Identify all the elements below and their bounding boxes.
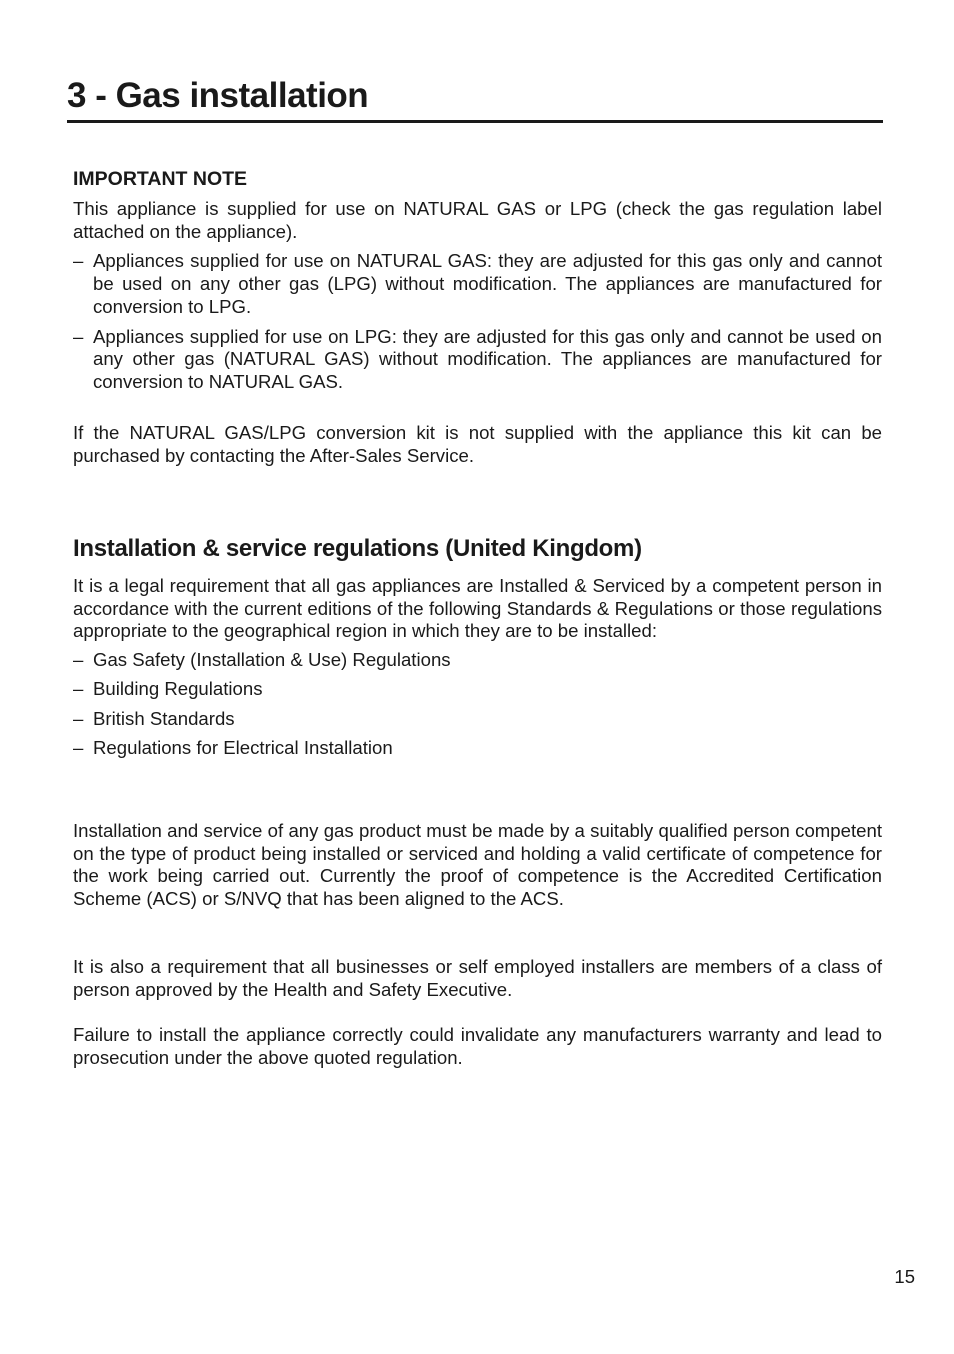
page-number: 15	[894, 1266, 915, 1287]
regulations-list	[73, 649, 882, 759]
list-item: – Regulations for Electrical Installation	[73, 737, 882, 760]
qualification-section	[73, 820, 882, 911]
gas-type-list	[73, 250, 882, 393]
important-note-intro: This appliance is supplied for use on NATURAL GAS or LPG (check the gas regulation label attached on the appliance).	[73, 198, 882, 242]
warranty-section	[73, 1024, 882, 1069]
list-item: – Building Regulations	[73, 678, 882, 701]
important-note-heading: IMPORTANT NOTE	[73, 168, 248, 190]
list-item: – Gas Safety (Installation & Use) Regulations	[73, 649, 882, 672]
regulations-section	[73, 534, 882, 766]
list-item: – Appliances supplied for use on LPG: they are adjusted for this gas only and cannot be used on any other gas (NATURAL GAS) without modification. The appliances are manufactured for conversion to NATURAL GAS.	[73, 326, 882, 394]
list-item: – British Standards	[73, 708, 882, 731]
regulations-intro: It is a legal requirement that all gas appliances are Installed & Serviced by a competent person in accordance with the current editions of the following Standards & Regulations or those regulations appropriate to the geographical region in which they are to be installed:	[73, 575, 882, 642]
important-note-section	[73, 167, 882, 394]
conversion-kit-section	[73, 422, 882, 467]
conversion-kit-text: If the NATURAL GAS/LPG conversion kit is not supplied with the appliance this kit can be purchased by contacting the After-Sales Service.	[73, 422, 882, 466]
page-title: 3 - Gas installation	[67, 74, 883, 123]
regulations-heading: Installation & service regulations (United Kingdom)	[73, 535, 642, 562]
hse-paragraph: It is also a requirement that all businesses or self employed installers are members of a class of person approved by the Health and Safety Executive.	[73, 956, 882, 1000]
hse-section	[73, 956, 882, 1001]
warranty-paragraph: Failure to install the appliance correctly could invalidate any manufacturers warranty and lead to prosecution under the above quoted regulation.	[73, 1024, 882, 1068]
qualification-paragraph: Installation and service of any gas product must be made by a suitably qualified person competent on the type of product being installed or serviced and holding a valid certificate of competence for the work being carried out. Currently the proof of competence is the Accredited Certification Scheme (ACS) or S/NVQ that has been aligned to the ACS.	[73, 820, 882, 910]
list-item: – Appliances supplied for use on NATURAL GAS: they are adjusted for this gas only and cannot be used on any other gas (LPG) without modification. The appliances are manufactured for conversion to LPG.	[73, 250, 882, 318]
